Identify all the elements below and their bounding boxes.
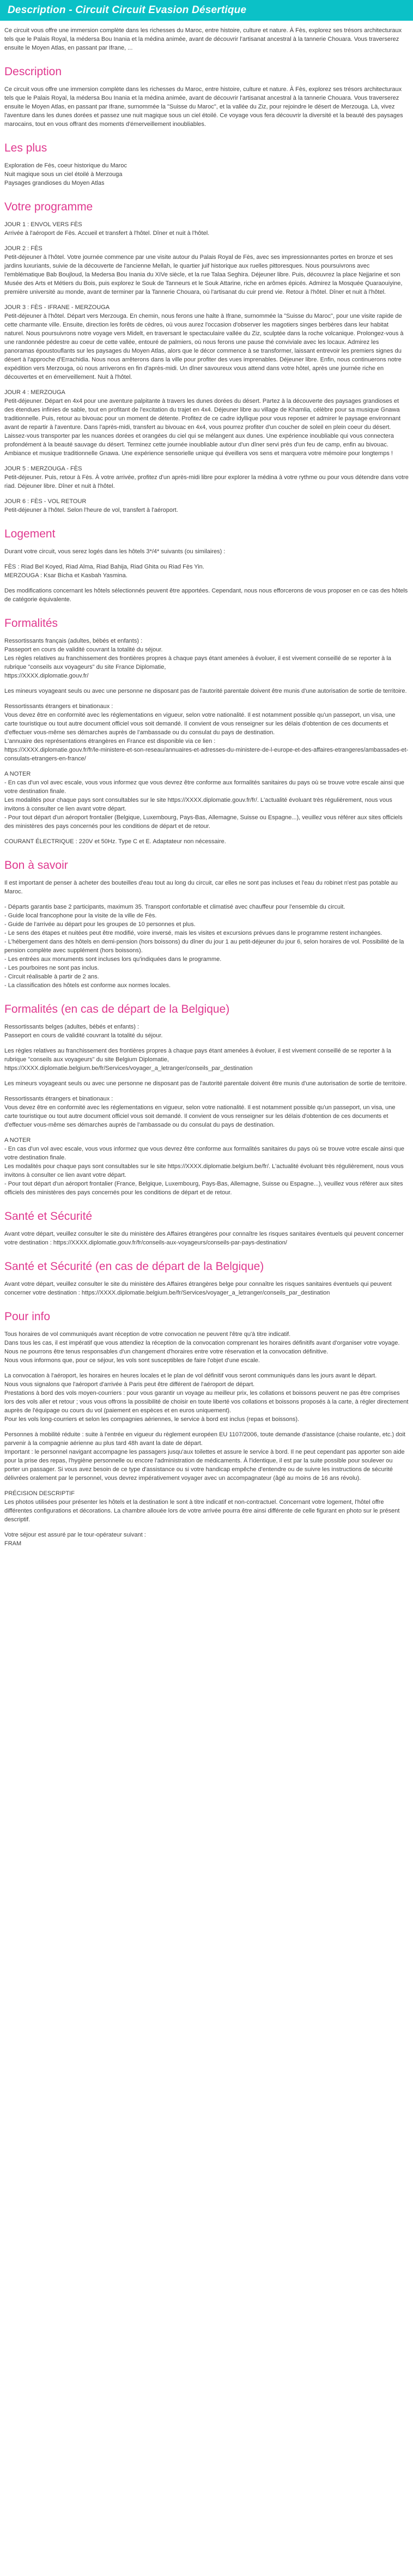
day-text: Petit-déjeuner à l'hôtel. Départ vers Merzouga. En chemin, nous ferons une halte à Ifrane, surnommée la "Suisse du Maroc", pour une visite rapide de cette charmante ville. Ensuite, direction les forêts de cèdres, où vous aurez l'occasion d'observer les magotiers singes berbères dans leur habitat naturel. Nous poursuivrons notre voyage vers Midelt, en traversant le spectaculaire vallée du Ziz, sculptée dans la roche volcanique. Prolongez-vous à une randonnée pédestre au coeur de cette vallée, entouré de palmiers, où nous ferons une pause thé conviviale avec les locaux. Admirez les panoramas époustouflants sur les paysages du Moyen Atlas, alors que le décor commence à se transformer, laissant entrevoir les premiers signes du désert à l'approche d'Errachidia. Nous nous arrêterons dans la ville pour profiter des vues imprenables. Déjeuner libre. Enfin, nous continuerons notre expédition vers Merzouga, où nous arriverons en fin d'après-midi. Un dîner savoureux vous attend dans votre hôtel, après une journée riche en découvertes et en émerveillement. Nuit à l'hôtel. bbox=[4, 313, 404, 380]
section-title-description: Description bbox=[4, 65, 62, 78]
section-sante-belgique bbox=[4, 1260, 409, 1297]
formalites-belgique-paragraph: Ressortissants belges (adultes, bébés et enfants) : Passeport en cours de validité couvrant la totalité du séjour. bbox=[4, 1024, 163, 1039]
formalites-paragraph: Ressortissants étrangers et binationaux : Vous devez être en conformité avec les réglementations en vigueur, selon votre nationalité. Il est notamment possible qu'un passeport, un visa, une carte touristique ou tout autre document officiel vous soit demandé. Il convient de vous renseigner sur les délais d'obtention de ces documents et d'effectuer vous-même ses démarches auprès de l'ambassade ou du consulat du pays de destination. L'annuaire des représentations étrangères en France est disponible via ce lien : https://XXXX.diplomatie.gouv.fr/fr/le-ministere-et-son-reseau/annuaires-et-adresses-du-ministere-de-l-europe-et-des-affaires-etrangeres/ambassades-et-consulats-etrangers-en-france/ bbox=[4, 703, 409, 762]
pour-info-paragraph: La convocation à l'aéroport, les horaires en heures locales et le plan de vol définitif vous seront communiqués dans les jours avant le départ. Nous vous signalons que l'aéroport d'arrivée à Paris peut être différent de l'aéroport de départ. Prestations à bord des vols moyen-courriers : pour vous garantir un voyage au meilleur prix, les collations et boissons peuvent ne pas être comprises lors des vols aller et retour ; vous vous offrons la possibilité de choisir en toute liberté vos collations et boissons proposés à la carte, à régler directement auprès de l'équipage ou cours du vol (paiement en espèces et en euros uniquement). Pour les vols long-courriers et selon les compagnies aériennes, le service à bord est inclus (repas et boissons). bbox=[4, 1372, 409, 1423]
formalites-paragraph: COURANT ÉLECTRIQUE : 220V et 50Hz. Type C et E. Adaptateur non nécessaire. bbox=[4, 838, 226, 845]
section-plus bbox=[4, 142, 409, 188]
day-text: Petit-déjeuner à l'hôtel. Selon l'heure de vol, transfert à l'aéroport. bbox=[4, 507, 178, 513]
day-text: Arrivée à l'aéroport de Fès. Accueil et transfert à l'hôtel. Dîner et nuit à l'hôtel. bbox=[4, 230, 210, 237]
section-title-formalites-belgique: Formalités (en cas de départ de la Belgique) bbox=[4, 1003, 230, 1015]
content bbox=[0, 26, 413, 1548]
day-2 bbox=[4, 244, 409, 297]
section-description bbox=[4, 65, 409, 129]
day-heading: JOUR 1 : ENVOL VERS FÈS bbox=[4, 221, 82, 228]
logement-paragraph: FÈS : Riad Bel Koyed, Riad Alma, Riad Bahija, Riad Ghita ou Riad Fès Yin. MERZOUGA : Ksar Bicha et Kasbah Yasmina. bbox=[4, 564, 204, 579]
section-title-bon-a-savoir: Bon à savoir bbox=[4, 859, 68, 872]
section-title-plus: Les plus bbox=[4, 142, 47, 154]
section-programme bbox=[4, 201, 409, 515]
day-heading: JOUR 6 : FÈS - VOL RETOUR bbox=[4, 498, 87, 505]
day-heading: JOUR 2 : FÈS bbox=[4, 245, 42, 252]
pour-info-paragraph: PRÉCISION DESCRIPTIF Les photos utilisées pour présenter les hôtels et la destination le sont à titre indicatif et non-contractuel. Concernant votre logement, l'hôtel offre différentes configurations et décorations. La chambre allouée lors de votre arrivée pourra être ainsi différente de celle figurant en photo sur le présent descriptif. bbox=[4, 1490, 400, 1523]
day-heading: JOUR 3 : FÈS - IFRANE - MERZOUGA bbox=[4, 304, 110, 311]
page-title: Description - Circuit Circuit Evasion Désertique bbox=[8, 4, 247, 16]
section-formalites-belgique bbox=[4, 1003, 409, 1197]
day-heading: JOUR 5 : MERZOUGA - FÈS bbox=[4, 465, 82, 472]
formalites-paragraph: Les mineurs voyageant seuls ou avec une personne ne disposant pas de l'autorité parentale doivent être munis d'une autorisation de sortie de territoire. bbox=[4, 688, 407, 694]
section-title-sante-belgique: Santé et Sécurité (en cas de départ de la Belgique) bbox=[4, 1260, 264, 1273]
pour-info-paragraph: Votre séjour est assuré par le tour-opérateur suivant : FRAM bbox=[4, 1532, 146, 1547]
pour-info-paragraph: Tous horaires de vol communiqués avant réception de votre convocation ne peuvent l'être qu'à titre indicatif. Dans tous les cas, il est impératif que vous attendiez la réception de la convocation comprenant les horaires définitifs avant d'organiser votre voyage. Nous ne pourrons être tenus responsables d'un changement d'horaires entre votre réservation et la convocation définitive. Nous vous informons que, pour ce séjour, les vols sont susceptibles de faire l'objet d'une escale. bbox=[4, 1331, 400, 1364]
section-pour-info bbox=[4, 1310, 409, 1548]
day-1 bbox=[4, 220, 409, 238]
day-4 bbox=[4, 388, 409, 458]
formalites-paragraph: Ressortissants français (adultes, bébés et enfants) : Passeport en cours de validité couvrant la totalité du séjour. Les règles relatives au franchissement des frontières propres à chaque pays étant amenées à évoluer, il est vivement conseillé de se reporter à la rubrique "conseils aux voyageurs" du site France Diplomatie, https://XXXX.diplomatie.gouv.fr/ bbox=[4, 638, 391, 679]
formalites-belgique-paragraph: Ressortissants étrangers et binationaux : Vous devez être en conformité avec les réglementations en vigueur, selon votre nationalité. Il est notamment possible qu'un passeport, un visa, une carte touristique ou tout autre document officiel vous soit demandé. Il convient de vous renseigner sur les délais d'obtention de ces documents et d'effectuer vous-même ses démarches auprès de l'ambassade ou du consulat du pays de destination. bbox=[4, 1096, 396, 1128]
section-title-pour-info: Pour info bbox=[4, 1310, 51, 1323]
section-title-logement: Logement bbox=[4, 528, 56, 540]
day-3 bbox=[4, 303, 409, 382]
section-title-sante: Santé et Sécurité bbox=[4, 1210, 93, 1223]
section-logement bbox=[4, 528, 409, 604]
sante-belgique-paragraph: Avant votre départ, veuillez consulter le site du ministère des Affaires étrangères belge pour connaître les risques sanitaires éventuels qui peuvent concerner votre destination : https://XXXX.diplomatie.belgium.be/fr/Services/voyager_a_letranger/conseils_par_destination bbox=[4, 1281, 392, 1296]
formalites-belgique-paragraph: A NOTER - En cas d'un vol avec escale, vous vous informez que vous devrez être conforme aux formalités sanitaires du pays où se trouve votre escale ainsi que votre destination finale. Les modalités pour chaque pays sont consultables sur le site https://XXXX.diplomatie.belgium.be/fr/. L'actualité évoluant très régulièrement, nous vous invitons à consulter ce lien avant votre départ. - Pour tout départ d'un aéroport frontalier (France, Belgique, Luxembourg, Pays-Bas, Allemagne, Suisse ou Espagne...), veuillez vous référer aux sites officiels des ministères des pays concernés pour les conditions de départ et de retour. bbox=[4, 1137, 404, 1196]
sante-paragraph: Avant votre départ, veuillez consulter le site du ministère des Affaires étrangères pour connaître les risques sanitaires éventuels qui peuvent concerner votre destination : https://XXXX.diplomatie.gouv.fr/fr/conseils-aux-voyageurs/conseils-par-pays-destination/ bbox=[4, 1231, 404, 1246]
day-6 bbox=[4, 497, 409, 515]
section-bon-a-savoir bbox=[4, 859, 409, 990]
description-text: Ce circuit vous offre une immersion complète dans les richesses du Maroc, entre histoire, culture et nature. À Fès, explorez ses trésors architecturaux tels que le Palais Royal, la médersa Bou Inania et la médina animée, avant de découvrir l'artisanat ancestral à la tannerie Chouara. Vous traverserez ensuite le Moyen Atlas, en passant par Ifrane, surnommée la "Suisse du Maroc", et la vallée du Ziz, pour rejoindre le désert de Merzouga. Là, vivez l'aventure dans les dunes dorées et passez une nuit magique sous un ciel étoilé. Ce voyage vous fera découvrir la diversité et la beauté des paysages marocains, tout en vous offrant des moments d'émerveillement inoubliables. bbox=[4, 86, 403, 128]
page-header bbox=[0, 0, 413, 21]
plus-list bbox=[4, 161, 409, 188]
day-5 bbox=[4, 464, 409, 491]
plus-item: Exploration de Fès, coeur historique du Maroc bbox=[4, 162, 127, 169]
day-text: Petit-déjeuner. Puis, retour à Fès. À votre arrivée, profitez d'un après-midi libre pour explorer la médina à votre rythme ou pour vous détendre dans votre riad. Déjeuner libre. Dîner et nuit à l'hôtel. bbox=[4, 474, 409, 489]
formalites-belgique-paragraph: Les règles relatives au franchissement des frontières propres à chaque pays étant amenées à évoluer, il est vivement conseillé de se reporter à la rubrique "conseils aux voyageurs" du site Belgium Diplomatie, https://XXXX.diplomatie.belgium.be/fr/Services/voyager_a_letranger/conseils_par_destination bbox=[4, 1048, 391, 1072]
intro-text: Ce circuit vous offre une immersion complète dans les richesses du Maroc, entre histoire, culture et nature. À Fès, explorez ses trésors architecturaux tels que le Palais Royal, la médersa Bou Inania et la médina animée, avant de découvrir l'artisanat ancestral à la tannerie Chouara. Vous traverserez ensuite le Moyen Atlas, en passant par Ifrane, ... bbox=[4, 27, 402, 51]
plus-item: Paysages grandioses du Moyen Atlas bbox=[4, 180, 105, 186]
plus-item: Nuit magique sous un ciel étoilé à Merzouga bbox=[4, 171, 123, 178]
formalites-paragraph: A NOTER - En cas d'un vol avec escale, vous vous informez que vous devrez être conforme aux formalités sanitaires du pays où se trouve votre escale ainsi que votre destination finale. Les modalités pour chaque pays sont consultables sur le site https://XXXX.diplomatie.gouv.fr/fr/. L'actualité évoluant très régulièrement, nous vous invitons à consulter ce lien avant votre départ. - Pour tout départ d'un aéroport frontalier (Belgique, Luxembourg, Pays-Bas, Allemagne, Suisse ou Espagne...), veuillez vous référer aux sites officiels des ministères des pays concernés pour les conditions de départ et de retour. bbox=[4, 771, 404, 830]
pour-info-paragraph: Personnes à mobilité réduite : suite à l'entrée en vigueur du règlement européen EU 1107/2006, toute demande d'assistance (chaise roulante, etc.) doit parvenir à la compagnie aérienne au plus tard 48h avant la date de départ. Important : le personnel navigant accompagne les passagers jusqu'aux toilettes et assure le service à bord. Il ne peut cependant pas apporter son aide pour la prise des repas, l'hygiène personnelle ou encore l'administration de médicaments. À l'identique, il est par la suite possible pour soulever ou porter un passager. Si vous avez besoin de ce type d'assistance ou si votre handicap empêche d'entendre ou de suivre les instructions de sécurité délivrées oralement par le personnel, vous devrez impérativement voyager avec un accompagnateur (âgé au moins de 16 ans révolu). bbox=[4, 1431, 405, 1481]
bon-a-savoir-paragraph: - Départs garantis base 2 participants, maximum 35. Transport confortable et climatisé avec chauffeur pour l'ensemble du circuit. - Guide local francophone pour la visite de la ville de Fès. - Guide de l'arrivée au départ pour les groupes de 10 personnes et plus. - Le sens des étapes et nuitées peut être modifié, voire inversé, mais les visites et excursions prévues dans le programme restent inchangées. - L'hébergement dans des hôtels en demi-pension (hors boissons) du dîner du jour 1 au petit-déjeuner du jour 6, selon horaires de vol. Possibilité de la pension complète avec supplément (hors boissons). - Les entrées aux monuments sont incluses lors qu'indiquées dans le programme. - Les pourboires ne sont pas inclus. - Circuit réalisable à partir de 2 ans. - La classification des hôtels est conforme aux normes locales. bbox=[4, 904, 404, 989]
day-heading: JOUR 4 : MERZOUGA bbox=[4, 389, 65, 396]
section-formalites bbox=[4, 617, 409, 846]
formalites-belgique-paragraph: Les mineurs voyageant seuls ou avec une personne ne disposant pas de l'autorité parentale doivent être munis d'une autorisation de sortie de territoire. bbox=[4, 1080, 407, 1087]
day-text: Petit-déjeuner. Départ en 4x4 pour une aventure palpitante à travers les dunes dorées du désert. Partez à la découverte des paysages grandioses et des étendues infinies de sable, tout en profitant de l'excitation du trajet en 4x4. Déjeuner libre au village de Khamlia, célèbre pour sa musique Gnawa traditionnelle. Puis, retour au bivouac pour un moment de détente. Profitez de ce cadre idyllique pour vous reposer et admirer le paysage environnant avant de repartir à l'aventure. Dans l'après-midi, transfert au bivouac en 4x4, vous pourrez profiter d'un coucher de soleil en plein coeur du désert. Laissez-vous transporter par les nuances dorées et orangées du ciel qui se mélangent aux dunes. Une expérience inoubliable qui vous connectera profondément à la beauté sauvage du désert. Terminez cette journée inoubliable autour d'un dîner servi près d'un feu de camp, enfin au bivouac. Ambiance et musique traditionnelle Gnawa. Une expérience sensorielle unique qui éveillera vos sens et marquera votre mémoire pour longtemps ! bbox=[4, 398, 401, 457]
logement-paragraph: Durant votre circuit, vous serez logés dans les hôtels 3*/4* suivants (ou similaires) : bbox=[4, 548, 226, 555]
section-sante bbox=[4, 1210, 409, 1247]
bon-a-savoir-paragraph: Il est important de penser à acheter des bouteilles d'eau tout au long du circuit, car elles ne sont pas incluses et l'eau du robinet n'est pas potable au Maroc. bbox=[4, 880, 398, 895]
section-title-formalites: Formalités bbox=[4, 617, 58, 630]
section-title-programme: Votre programme bbox=[4, 201, 93, 213]
day-text: Petit-déjeuner à l'hôtel. Votre journée commence par une visite autour du Palais Royal de Fès, avec ses impressionnantes portes en bronze et ses jardins luxuriants, suivie de la découverte de l'ancienne Mellah, le quartier juif historique aux ruelles pittoresques. Nous poursuivrons avec l'emblématique Bab Boujloud, la Medersa Bou Inania du XIVe siècle, et la rue Talaa Seghira. Déjeuner libre. Puis, découvrez la place Nejjarine et son Musée des Arts et Métiers du Bois, puis explorez le Souk de Tanneurs et le Souk Attarine, riche en arômes épicés. Admirez la Mosquée Quaraouiyine, première université au monde, avant de terminer par la Tannerie Chouara, où l'artisanat du cuir prend vie. Retour à l'hôtel. Dîner et nuit à l'hôtel. bbox=[4, 254, 403, 295]
logement-paragraph: Des modifications concernant les hôtels sélectionnés peuvent être apportées. Cependant, nous nous efforcerons de vous proposer en ce cas des hôtels de catégorie équivalente. bbox=[4, 588, 408, 603]
